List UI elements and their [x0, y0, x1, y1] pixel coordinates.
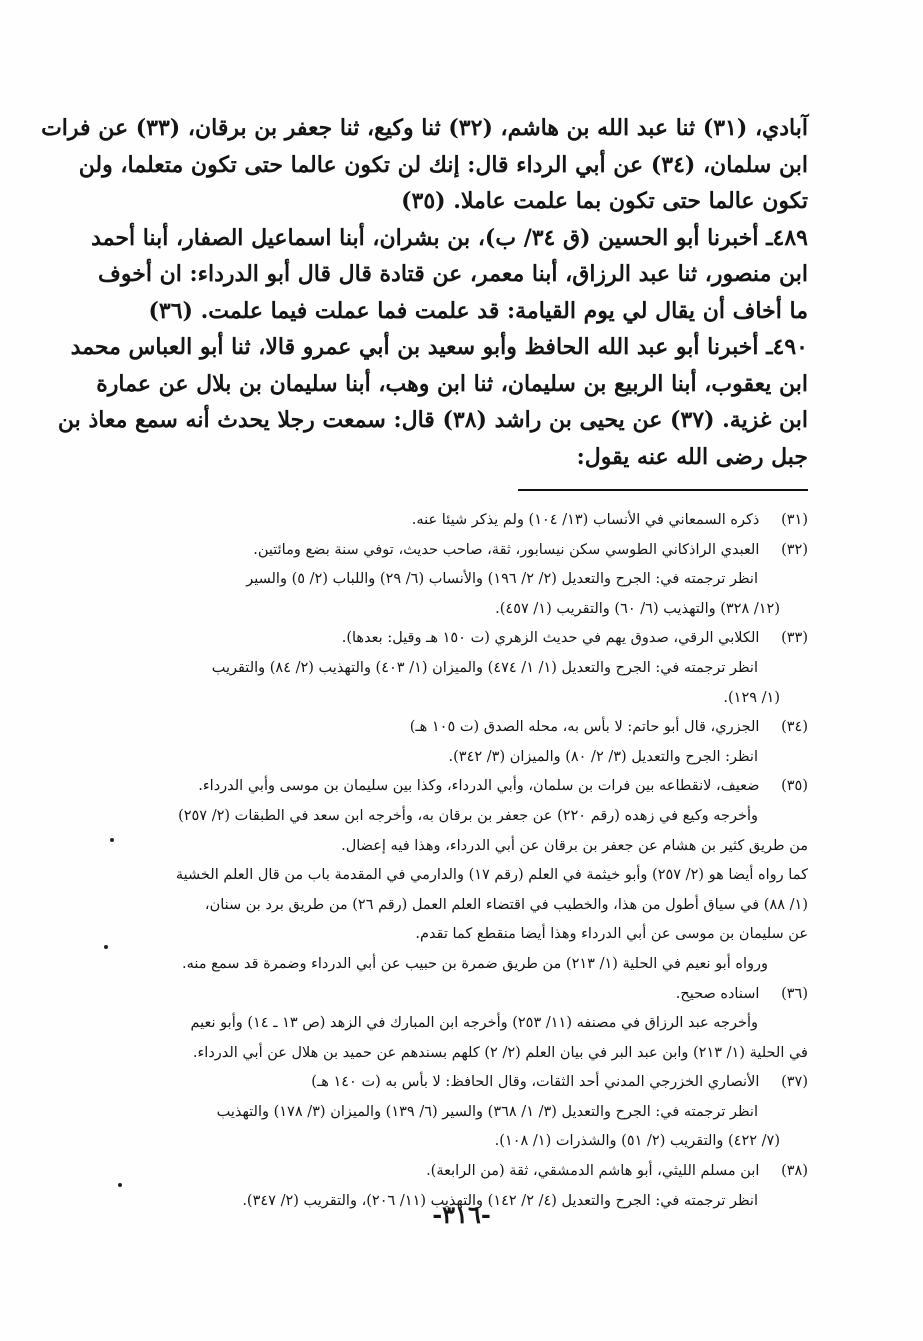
footnote-number: (٣٣)	[781, 630, 808, 647]
footnote-line: من طريق كثير بن هشام عن جعفر بن برقان عن أبي الدرداء، وهذا فيه إعضال.	[341, 837, 808, 854]
page-number: -٣١٦-	[432, 1200, 491, 1229]
footnote-35	[113, 772, 808, 802]
footnote-line: كما رواه أيضا هو (٢/ ٢٥٧) وأبو خيثمة في العلم (رقم ١٧) والدارمي في المقدمة باب من قال العلم الخشية	[175, 867, 808, 884]
main-text-block	[41, 110, 808, 475]
hadith-490-line: ٤٩٠ـ أخبرنا أبو عبد الله الحافظ وأبو سعيد بن أبي عمرو قالا، ثنا أبو العباس محمد	[70, 334, 808, 360]
footnote-32	[113, 536, 808, 566]
footnote-number: (٣٤)	[781, 719, 808, 736]
footnote-line: انظر ترجمته في: الجرح والتعديل (٢/ ٢/ ١٩٦) والأنساب (٦/ ٢٩) واللباب (٢/ ٥) والسير	[246, 571, 758, 588]
main-text-line: تكون عالما حتى تكون بما علمت عاملا. (٣٥)	[401, 188, 808, 214]
footnote-number: (٣١)	[781, 512, 808, 528]
main-text-line: آبادي، (٣١) ثنا عبد الله بن هاشم، (٣٢) ثنا وكيع، ثنا جعفر بن برقان، (٣٣) عن فرات	[41, 115, 808, 141]
footnote-31	[113, 506, 808, 536]
footnote-line: (١٢/ ٣٢٨) والتهذيب (٦/ ٦٠) والتقريب (١/ ٤٥٧).	[495, 600, 780, 617]
footnote-line: ورواه أبو نعيم في الحلية (١/ ٢١٣) من طريق ضمرة بن حبيب عن أبي الدرداء وضمرة قد سمع منه.	[182, 955, 768, 972]
footnote-38	[113, 1157, 808, 1187]
footnote-line: وأخرجه وكيع في زهده (رقم ٢٢٠) عن جعفر بن برقان به، وأخرجه ابن سعد في الطبقات (٢/ ٢٥٧)	[178, 807, 758, 824]
footnote-number: (٣٢)	[781, 541, 808, 558]
footnote-text: ذكره السمعاني في الأنساب (١٣/ ١٠٤) ولم يذكر شيئا عنه.	[411, 512, 760, 528]
footnote-line: (١/ ١٢٩).	[723, 689, 780, 706]
footnote-text: ضعيف، لانقطاعه بين فرات بن سلمان، وأبي الدرداء، وكذا بين سليمان بن موسى وأبي الدرداء.	[198, 778, 760, 795]
footnote-number: (٣٧)	[781, 1074, 808, 1091]
footnote-text: الكلابي الرقي، صدوق يهم في حديث الزهري (ت ١٥٠ هـ وقيل: بعدها).	[341, 630, 760, 647]
main-text-line: جبل رضى الله عنه يقول:	[576, 443, 808, 470]
footnote-text: ابن مسلم الليثي، أبو هاشم الدمشقي، ثقة (من الرابعة).	[426, 1163, 760, 1180]
footnote-text: الأنصاري الخزرجي المدني أحد الثقات، وقال الحافظ: لا بأس به (ت ١٤٠ هـ)	[311, 1074, 760, 1091]
main-text-line: ما أخاف أن يقال لي يوم القيامة: قد علمت فما عملت فيما علمت. (٣٦)	[148, 297, 808, 324]
footnote-36	[113, 980, 808, 1010]
hadith-489-line: ٤٨٩ـ أخبرنا أبو الحسين (ق ٣٤/ ب)، بن بشران، أبنا اسماعيل الصفار، أبنا أحمد	[91, 224, 808, 251]
footnote-line: انظر: الجرح والتعديل (٣/ ٢/ ٨٠) والميزان (٣/ ٣٤٢).	[448, 748, 758, 765]
footnote-line: عن سليمان بن موسى عن أبي الدرداء وهذا أيضا منقطع كما تقدم.	[415, 926, 808, 943]
footnote-number: (٣٥)	[781, 778, 808, 795]
footnote-37	[113, 1068, 808, 1098]
main-text-line: ابن منصور، ثنا عبد الرزاق، أبنا معمر، عن قتادة قال قال أبو الدرداء: ان أخوف	[98, 261, 808, 287]
footnote-number: (٣٨)	[781, 1163, 808, 1180]
footnote-line: (١/ ٨٨) في سياق أطول من هذا، والخطيب في اقتضاء العلم العمل (رقم ٢٦) من طريق برد بن سنان،	[204, 896, 808, 913]
footnote-line: وأخرجه عبد الرزاق في مصنفه (١١/ ٢٥٣) وأخرجه ابن المبارك في الزهد (ص ١٣ ـ ١٤) وأبو نعيم	[190, 1015, 758, 1032]
footnote-line: انظر ترجمته في: الجرح والتعديل (٣/ ١/ ٣٦٨) والسير (٦/ ١٣٩) والميزان (٣/ ١٧٨) والتهذيب	[216, 1103, 758, 1120]
footnote-text: العبدي الراذكاني الطوسي سكن نيسابور، ثقة، صاحب حديث، توفي سنة بضع ومائتين.	[253, 541, 760, 558]
footnote-separator	[518, 489, 808, 491]
footnotes-block	[113, 506, 808, 1216]
footnote-text: الجزري، قال أبو حاتم: لا بأس به، محله الصدق (ت ١٠٥ هـ)	[409, 719, 760, 736]
main-text-line: ابن غزية. (٣٧) عن يحيى بن راشد (٣٨) قال: سمعت رجلا يحدث أنه سمع معاذ بن	[57, 407, 808, 433]
footnote-33	[113, 624, 808, 654]
footnote-line: في الحلية (١/ ٢١٣) وابن عبد البر في بيان العلم (٢/ ٢) كلهم بسندهم عن حميد بن هلال عن أبي الدرداء.	[192, 1044, 808, 1061]
margin-mark	[110, 838, 114, 842]
footnote-number: (٣٦)	[781, 985, 808, 1002]
margin-mark	[104, 945, 108, 949]
main-text-line: ابن سلمان، (٣٤) عن أبي الرداء قال: إنك لن تكون عالما حتى تكون متعلما، ولن	[78, 151, 808, 178]
margin-mark	[118, 1183, 122, 1187]
footnote-text: اسناده صحيح.	[675, 985, 760, 1002]
footnote-line: انظر ترجمته في: الجرح والتعديل (١/ ١/ ٤٧٤) والميزان (١/ ٤٠٣) والتهذيب (٢/ ٨٤) والتقريب	[211, 659, 758, 676]
footnote-line: انظر ترجمته في: الجرح والتعديل (٤/ ٢/ ١٤٢) والتهذيب (١١/ ٢٠٦)، والتقريب (٢/ ٣٤٧).	[242, 1192, 758, 1209]
footnote-line: (٧/ ٤٢٢) والتقريب (٢/ ٥١) والشذرات (١/ ١٠٨).	[494, 1133, 780, 1150]
footnote-34	[113, 713, 808, 743]
main-text-line: ابن يعقوب، أبنا الربيع بن سليمان، ثنا ابن وهب، أبنا سليمان بن بلال عن عمارة	[96, 370, 808, 397]
